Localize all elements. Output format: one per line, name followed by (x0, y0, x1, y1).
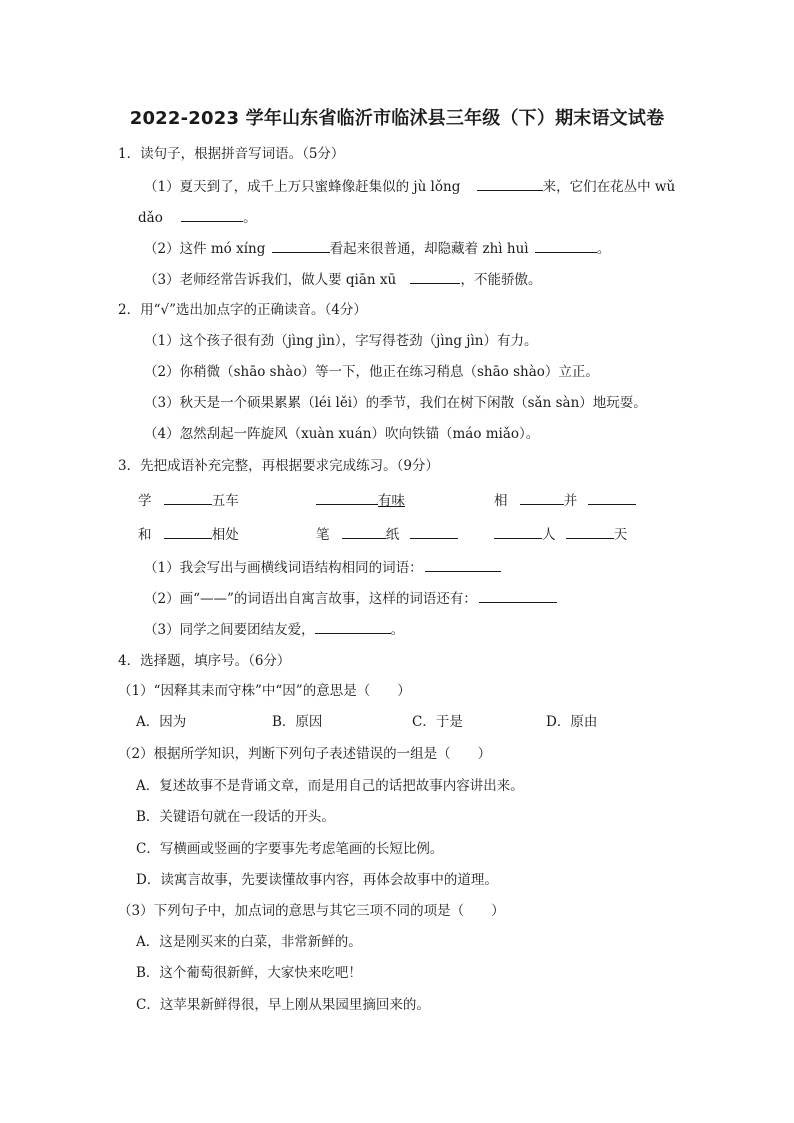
idiom-char: 人 (542, 527, 556, 543)
q4-p3-option-b[interactable]: B．这个葡萄很新鲜，大家快来吃吧！ (136, 965, 362, 981)
q1-line1-end: 。 (243, 210, 257, 226)
q3-sub2 (144, 588, 557, 609)
answer-blank[interactable] (588, 490, 636, 505)
q3-heading: 3．先把成语补充完整，再根据要求完成练习。（9分） (118, 458, 439, 474)
answer-blank[interactable] (164, 490, 212, 505)
idiom-char: 和 (138, 527, 152, 543)
q2-line3: （3）秋天是一个硕果累累（léi lěi）的季节，我们在树下闲散（sǎn sàn）地玩耍。 (144, 395, 647, 411)
idiom-char: 五车 (211, 493, 239, 509)
q4-p1-option-b[interactable]: B．原因 (272, 714, 323, 730)
q4-p3-option-a[interactable]: A．这是刚买来的白菜，非常新鲜的。 (136, 934, 362, 950)
q4-part1: （1）“因释其耒而守株”中“因”的意思是（ ） (118, 683, 411, 699)
idiom-char: 笔 (316, 527, 330, 543)
idiom-char: 相处 (211, 527, 239, 543)
q3-sub1-text: （1）我会写出与画横线词语结构相同的词语： (144, 560, 423, 576)
q1-line2 (144, 238, 610, 259)
answer-blank[interactable] (520, 490, 564, 505)
idiom-1 (138, 490, 239, 511)
q4-heading: 4．选择题，填序号。（6分） (118, 653, 291, 669)
answer-blank[interactable] (494, 524, 542, 539)
idiom-char: 纸 (385, 527, 400, 543)
q1-line3-text: （3）老师经常告诉我们，做人要 qiān xū (144, 272, 397, 288)
q1-line3-end: ，不能骄傲。 (460, 272, 542, 288)
idiom-5 (316, 524, 458, 545)
q4-p2-option-a[interactable]: A．复述故事不是背诵文章，而是用自己的话把故事内容讲出来。 (136, 778, 524, 794)
answer-blank[interactable] (479, 588, 557, 603)
answer-blank[interactable] (342, 524, 386, 539)
q2-line1: （1）这个孩子很有劲（jìng jìn），字写得苍劲（jìng jìn）有力。 (144, 333, 538, 349)
q1-line3 (144, 269, 541, 290)
idiom-3 (494, 490, 636, 511)
q4-p3-option-c[interactable]: C．这苹果新鲜得很，早上刚从果园里摘回来的。 (136, 997, 430, 1013)
q1-line2-text-b: 看起来很普通，却隐藏着 zhì huì (329, 241, 529, 257)
q1-line1 (144, 176, 675, 197)
answer-blank[interactable] (410, 269, 460, 284)
q3-sub3 (144, 619, 404, 640)
q1-line2-end: 。 (596, 241, 611, 257)
answer-blank[interactable] (164, 524, 212, 539)
q2-line4: （4）忽然刮起一阵旋风（xuàn xuán）吹向铁锚（máo miǎo）。 (144, 426, 540, 442)
idiom-char: 学 (138, 493, 152, 509)
q3-sub2-text: （2）画“——”的词语出自寓言故事，这样的词语还有： (144, 591, 477, 607)
q4-p1-option-c[interactable]: C．于是 (412, 714, 463, 730)
q4-p2-option-b[interactable]: B．关键语句就在一段话的开头。 (136, 809, 335, 825)
q1-line1-pinyin: dǎo (138, 210, 163, 226)
q1-line1-text: （1）夏天到了，成千上万只蜜蜂像赶集似的 jù lǒng (144, 179, 461, 195)
q1-line1-text-b: 来，它们在花丛中 wǔ (542, 179, 676, 195)
q4-part3: （3）下列句子中，加点词的意思与其它三项不同的项是（ ） (118, 903, 505, 919)
idiom-char: 相 (494, 493, 508, 509)
idiom-char: 并 (563, 493, 578, 509)
exam-title: 2022-2023 学年山东省临沂市临沭县三年级（下）期末语文试卷 (129, 108, 665, 129)
answer-blank[interactable] (477, 176, 543, 191)
idiom-4 (138, 524, 239, 545)
idiom-char: 天 (613, 527, 628, 543)
q1-line2-text: （2）这件 mó xíng (144, 241, 266, 257)
answer-blank[interactable] (566, 524, 614, 539)
answer-blank[interactable] (316, 490, 378, 505)
answer-blank[interactable] (425, 557, 501, 572)
q3-sub3-end: 。 (390, 622, 405, 638)
q4-p1-option-d[interactable]: D．原由 (546, 714, 598, 730)
answer-blank[interactable] (410, 524, 458, 539)
q2-heading: 2．用“√”选出加点字的正确读音。（4分） (118, 302, 367, 318)
q4-p2-option-c[interactable]: C．写横画或竖画的字要事先考虑笔画的长短比例。 (136, 841, 444, 857)
q3-sub3-text: （3）同学之间要团结友爱， (144, 622, 315, 638)
idiom-char: 有味 (378, 493, 405, 509)
answer-blank[interactable] (315, 619, 391, 634)
q4-p1-option-a[interactable]: A．因为 (136, 714, 187, 730)
answer-blank[interactable] (181, 207, 243, 222)
q2-line2: （2）你稍微（shāo shào）等一下，他正在练习稍息（shāo shào）立正。 (144, 364, 599, 380)
q4-p2-option-d[interactable]: D．读寓言故事，先要读懂故事内容，再体会故事中的道理。 (136, 872, 498, 888)
q1-heading: 1．读句子，根据拼音写词语。（5分） (118, 146, 345, 162)
answer-blank[interactable] (272, 238, 330, 253)
idiom-6 (494, 524, 627, 545)
q4-part2: （2）根据所学知识，判断下列句子表述错误的一组是（ ） (118, 746, 492, 762)
q3-sub1 (144, 557, 501, 578)
q1-line1-cont (138, 207, 257, 228)
answer-blank[interactable] (535, 238, 597, 253)
idiom-2 (316, 490, 405, 511)
